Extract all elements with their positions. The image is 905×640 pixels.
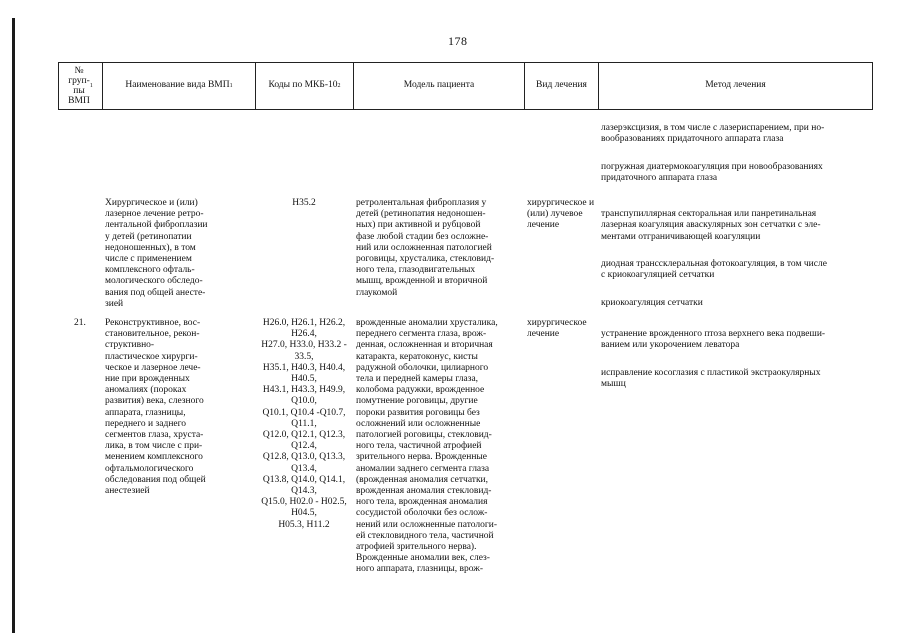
header-group-no: № груп- пы ВМП 1 — [59, 63, 103, 109]
page-number: 178 — [448, 34, 468, 48]
method-item: лазерэксцизия, в том числе с лазериспарением, при но- вообразованиях придаточного аппарата глаза — [601, 123, 825, 145]
header-treatment-method: Метод лечения — [599, 63, 873, 109]
row-1-patient-model: ретролентальная фиброплазия у детей (ретинопатия недоношен- ных) при активной и рубцовой фазе любой стадии без осложне- ний или осложненная патологией роговицы, хрусталика, стекловид- ного тела, глазодвигательных мышц, врожденной и вторичной глаукомой — [356, 198, 495, 298]
header-group-no-text: № груп- пы ВМП — [68, 66, 90, 106]
header-vmp-name-text: Наименование вида ВМП — [125, 80, 230, 91]
row-21-vmp-name: Реконструктивное, вос- становительное, рекон- структивно- пластическое хирурги- ческое и лазерное лече- ние при врожденных аномалиях (пороках развития) века, слезного аппарата, глазницы, переднего и заднего сегментов глаза, хруста- лика, в том числе с при- менением комплексного офтальмологического обследования под общей анестезией — [105, 318, 206, 497]
row-21-icd-codes: H26.0, H26.1, H26.2, H26.4, H27.0, H33.0, H33.2 - 33.5, H35.1, H40.3, H40.4, H40.5, H43.1, H43.3, H49.9, Q10.0, Q10.1, Q10.4 -Q10.7, Q11.1, Q12.0, Q12.1, Q12.3, Q12.4, Q12.8, Q13.0, Q13.3, Q13.4, Q13.8, Q14.0, Q14.1, Q14.3, Q15.0, H02.0 - H02.5, H04.5, H05.3, H11.2 — [261, 318, 347, 530]
method-item: погружная диатермокоагуляция при новообразованиях придаточного аппарата глаза — [601, 161, 823, 184]
row-1-treatment-type: хирургическое и (или) лучевое лечение — [527, 198, 595, 231]
method-item: диодная транссклеральная фотокоагуляция, в том числе с криокоагуляцией сетчатки — [601, 259, 827, 281]
method-item: исправление косоглазия с пластикой экстраокулярных мышц — [601, 367, 821, 390]
row-1-methods — [601, 198, 871, 325]
method-item: криокоагуляция сетчатки — [601, 297, 703, 308]
header-icd-codes-text: Коды по МКБ-10 — [268, 80, 338, 91]
table-header — [58, 62, 873, 110]
header-icd-codes: Коды по МКБ-10 2 — [256, 63, 354, 109]
method-item: устранение врожденного птоза верхнего века подвеши- ванием или укорочением леватора — [601, 329, 826, 351]
row-21-methods — [601, 318, 871, 406]
scan-edge-line — [12, 18, 15, 633]
row-21-number: 21. — [74, 318, 86, 328]
row-21-patient-model: врожденные аномалии хрусталика, переднего сегмента глаза, врож- денная, осложненная и вторичная катаракта, кератоконус, кисты радужной оболочки, цилиарного тела и передней камеры глаза, колобома радужки, врожденное помутнение роговицы, другие пороки развития роговицы без осложнений или осложненные патологией роговицы, стекловид- ного тела, частичной атрофией зрительного нерва. Врожденные аномалии заднего сегмента глаза (врожденная аномалия сетчатки, врожденная аномалия стекловид- ного тела, врожденная аномалия сосудистой оболочки без ослож- нений или осложненные патологи- ей стекловидного тела, частичной атрофией зрительного нерва). Врожденные аномалии век, слез- ного аппарата, глазницы, врож- — [356, 318, 498, 575]
header-vmp-name: Наименование вида ВМП 1 — [103, 63, 256, 109]
header-patient-model: Модель пациента — [354, 63, 525, 109]
row-21-treatment-type: хирургическое лечение — [527, 318, 587, 340]
continuation-methods — [601, 112, 871, 200]
row-1-vmp-name: Хирургическое и (или) лазерное лечение ретро- лентальной фиброплазии у детей (ретинопатии недоношенных), в том числе с применением комплексного офталь- мологического обследо- вания под общей анесте- зией — [105, 198, 208, 309]
header-treatment-type: Вид лечения — [525, 63, 599, 109]
row-1-icd-codes: H35.2 — [292, 198, 316, 208]
method-item: транспупиллярная секторальная или панретинальная лазерная коагуляция аваскулярных зон сетчатки с эле- ментами отграничивающей коагуляции — [601, 209, 821, 242]
